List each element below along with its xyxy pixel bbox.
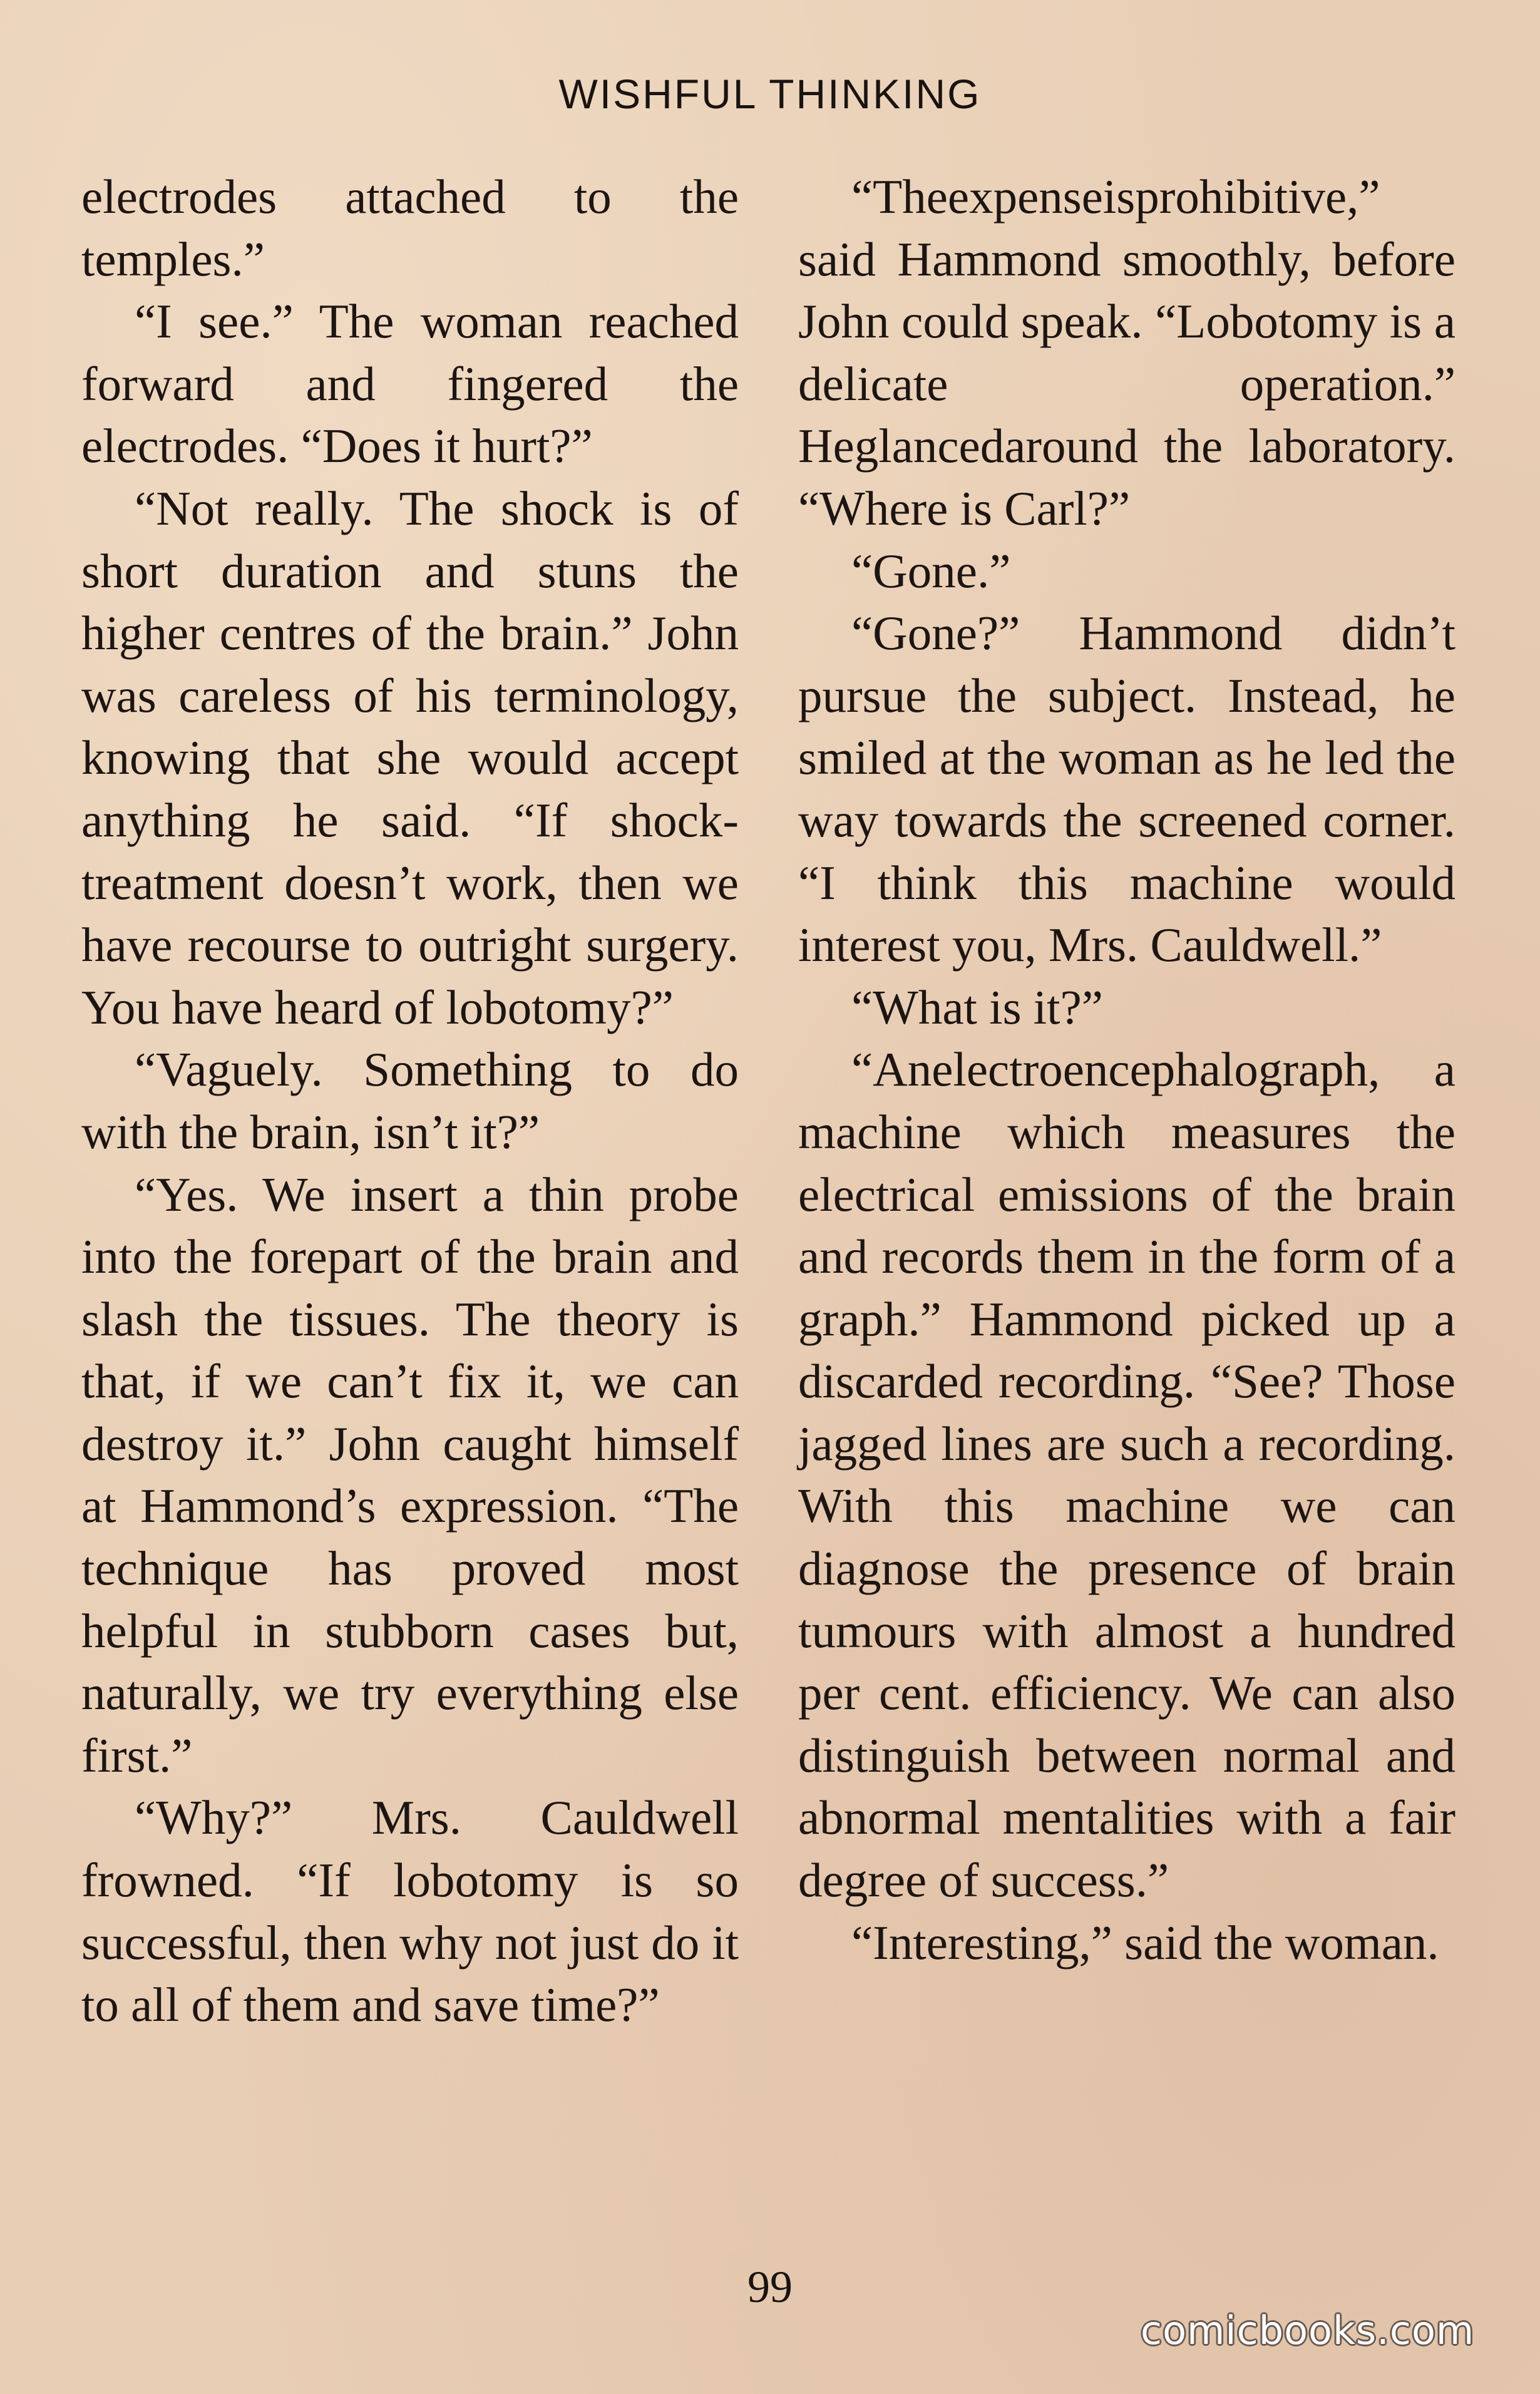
paragraph: “Interesting,” said the woman.	[851, 1915, 1439, 1970]
paragraph: “Why?” Mrs. Cauldwell frowned. “If lobotomy is so successful, then why not just do it to all of them and save time?”	[81, 1790, 739, 2032]
right-text-column	[798, 166, 1455, 1974]
paragraph: “Vaguely. Something to do with the brain, isn’t it?”	[81, 1042, 739, 1159]
paragraph: “Gone.”	[851, 543, 1011, 598]
page-number: 99	[747, 2262, 793, 2312]
paragraph: “Anelectroencephalograph, a machine which measures the electrical emissions of the brain and records them in the form of a graph.” Hammond picked up a discarded recording. “See? Those jagged lines are such a recording. With this machine we can diagnose the presence of brain tumours with almost a hundred per cent. efficiency. We can also distinguish between normal and abnormal mentalities with a fair degree of success.”	[798, 1042, 1455, 1908]
paragraph: “Theexpenseisprohibitive,” said Hammond smoothly, before John could speak. “Lobotomy is a delicate operation.” Heglancedaround the laboratory. “Where is Carl?”	[798, 170, 1455, 535]
paragraph: “I see.” The woman reached forward and fingered the electrodes. “Does it hurt?”	[81, 294, 739, 473]
paragraph: “Yes. We insert a thin probe into the forepart of the brain and slash the tissues. The theory is that, if we can’t fix it, we can destroy it.” John caught himself at Hammond’s expression. “The technique has proved most helpful in stubborn cases but, naturally, we try everything else first.”	[81, 1167, 739, 1782]
running-title: WISHFUL THINKING	[558, 71, 982, 117]
paragraph: “Not really. The shock is of short duration and stuns the higher centres of the brain.” John was careless of his terminology, knowing that she would accept anything he said. “If shock-treatment doesn’t work, then we have recourse to outright surgery. You have heard of lobotomy?”	[81, 481, 739, 1034]
paragraph: “What is it?”	[851, 980, 1103, 1034]
paragraph: “Gone?” Hammond didn’t pursue the subject. Instead, he smiled at the woman as he led the way towards the screened corner. “I think this machine would interest you, Mrs. Cauldwell.”	[798, 606, 1455, 972]
paragraph: electrodes attached to the temples.”	[81, 170, 739, 286]
left-text-column	[81, 166, 739, 2037]
site-watermark: comicbooks.com	[1141, 2308, 1475, 2353]
